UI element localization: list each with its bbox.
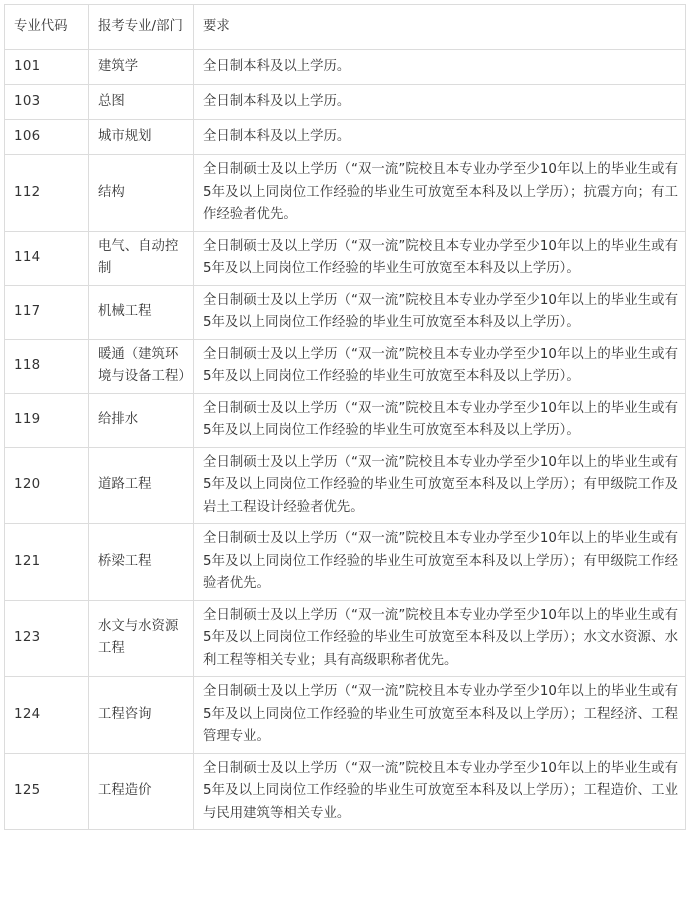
cell-code: 123 — [5, 600, 89, 677]
cell-code: 106 — [5, 120, 89, 155]
table-row — [5, 285, 686, 339]
header-row — [5, 5, 686, 50]
cell-dept: 工程造价 — [89, 753, 194, 830]
cell-dept: 机械工程 — [89, 285, 194, 339]
table-row — [5, 339, 686, 393]
cell-code: 118 — [5, 339, 89, 393]
cell-requirement: 全日制硕士及以上学历（“双一流”院校且本专业办学至少10年以上的毕业生或有5年及以上同岗位工作经验的毕业生可放宽至本科及以上学历）。 — [194, 339, 686, 393]
table-row — [5, 447, 686, 524]
cell-code: 125 — [5, 753, 89, 830]
cell-dept: 总图 — [89, 85, 194, 120]
cell-dept: 工程咨询 — [89, 677, 194, 754]
cell-dept: 建筑学 — [89, 50, 194, 85]
header-code: 专业代码 — [5, 5, 89, 50]
table-header — [5, 5, 686, 50]
table-row — [5, 155, 686, 232]
table-row — [5, 85, 686, 120]
cell-requirement: 全日制硕士及以上学历（“双一流”院校且本专业办学至少10年以上的毕业生或有5年及以上同岗位工作经验的毕业生可放宽至本科及以上学历）；有甲级院工作及岩土工程设计经验者优先。 — [194, 447, 686, 524]
cell-code: 117 — [5, 285, 89, 339]
table-row — [5, 50, 686, 85]
header-dept: 报考专业/部门 — [89, 5, 194, 50]
cell-code: 112 — [5, 155, 89, 232]
cell-dept: 电气、自动控制 — [89, 231, 194, 285]
cell-dept: 道路工程 — [89, 447, 194, 524]
cell-dept: 水文与水资源工程 — [89, 600, 194, 677]
cell-requirement: 全日制硕士及以上学历（“双一流”院校且本专业办学至少10年以上的毕业生或有5年及以上同岗位工作经验的毕业生可放宽至本科及以上学历）。 — [194, 393, 686, 447]
cell-code: 121 — [5, 524, 89, 601]
table-row — [5, 524, 686, 601]
table-row — [5, 753, 686, 830]
cell-code: 119 — [5, 393, 89, 447]
table-row — [5, 677, 686, 754]
cell-requirement: 全日制硕士及以上学历（“双一流”院校且本专业办学至少10年以上的毕业生或有5年及以上同岗位工作经验的毕业生可放宽至本科及以上学历）。 — [194, 231, 686, 285]
cell-dept: 城市规划 — [89, 120, 194, 155]
cell-requirement: 全日制本科及以上学历。 — [194, 85, 686, 120]
cell-requirement: 全日制硕士及以上学历（“双一流”院校且本专业办学至少10年以上的毕业生或有5年及以上同岗位工作经验的毕业生可放宽至本科及以上学历）；抗震方向；有工作经验者优先。 — [194, 155, 686, 232]
cell-requirement: 全日制本科及以上学历。 — [194, 50, 686, 85]
cell-requirement: 全日制硕士及以上学历（“双一流”院校且本专业办学至少10年以上的毕业生或有5年及以上同岗位工作经验的毕业生可放宽至本科及以上学历）。 — [194, 285, 686, 339]
table-row — [5, 120, 686, 155]
cell-dept: 暖通（建筑环境与设备工程） — [89, 339, 194, 393]
cell-requirement: 全日制本科及以上学历。 — [194, 120, 686, 155]
table-row — [5, 600, 686, 677]
table-body — [5, 50, 686, 830]
cell-requirement: 全日制硕士及以上学历（“双一流”院校且本专业办学至少10年以上的毕业生或有5年及以上同岗位工作经验的毕业生可放宽至本科及以上学历）；工程造价、工业与民用建筑等相关专业。 — [194, 753, 686, 830]
cell-code: 124 — [5, 677, 89, 754]
cell-code: 101 — [5, 50, 89, 85]
cell-code: 120 — [5, 447, 89, 524]
cell-dept: 桥梁工程 — [89, 524, 194, 601]
cell-code: 114 — [5, 231, 89, 285]
cell-dept: 给排水 — [89, 393, 194, 447]
cell-code: 103 — [5, 85, 89, 120]
requirements-table — [4, 4, 686, 830]
header-requirement: 要求 — [194, 5, 686, 50]
table-row — [5, 393, 686, 447]
cell-requirement: 全日制硕士及以上学历（“双一流”院校且本专业办学至少10年以上的毕业生或有5年及以上同岗位工作经验的毕业生可放宽至本科及以上学历）；有甲级院工作经验者优先。 — [194, 524, 686, 601]
table-row — [5, 231, 686, 285]
cell-requirement: 全日制硕士及以上学历（“双一流”院校且本专业办学至少10年以上的毕业生或有5年及以上同岗位工作经验的毕业生可放宽至本科及以上学历）；工程经济、工程管理专业。 — [194, 677, 686, 754]
cell-dept: 结构 — [89, 155, 194, 232]
cell-requirement: 全日制硕士及以上学历（“双一流”院校且本专业办学至少10年以上的毕业生或有5年及以上同岗位工作经验的毕业生可放宽至本科及以上学历）；水文水资源、水利工程等相关专业；具有高级职称者优先。 — [194, 600, 686, 677]
